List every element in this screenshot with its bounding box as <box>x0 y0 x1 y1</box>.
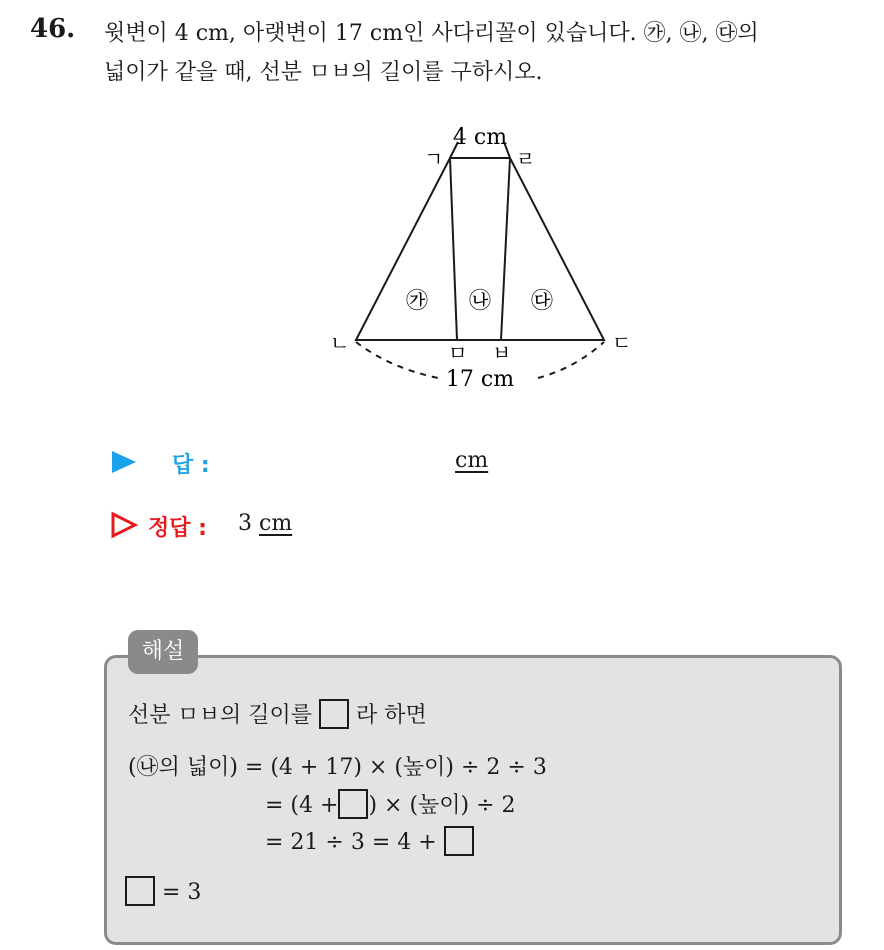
explanation-line-5 <box>125 876 201 906</box>
correct-answer-unit: cm <box>259 511 293 536</box>
correct-answer-number: 3 <box>238 511 252 536</box>
explanation-line-4-text-a: = 21 ÷ 3 = 4 + <box>265 830 437 855</box>
unknown-box <box>444 826 474 856</box>
region-label-2: ㉯ <box>468 289 492 314</box>
vertex-label-a: ㄱ <box>424 147 444 171</box>
explanation-line-1-text-a: 선분 ㅁㅂ의 길이를 <box>128 703 313 728</box>
unknown-box <box>319 699 349 729</box>
explanation-line-5-text: = 3 <box>162 880 202 905</box>
explanation-tab: 해설 <box>128 630 198 674</box>
unknown-box <box>125 876 155 906</box>
explanation-line-1 <box>128 698 427 729</box>
unknown-box <box>338 789 368 819</box>
vertex-label-b: ㄴ <box>330 331 350 355</box>
point-label-e: ㅁ <box>448 341 468 365</box>
vertex-label-c: ㄷ <box>612 331 632 355</box>
point-label-f: ㅂ <box>492 341 512 365</box>
question-number: 46. <box>30 14 76 44</box>
explanation-line-4 <box>265 826 474 856</box>
top-length-label: 4 cm <box>452 125 508 150</box>
explanation-line-3-text-a: = (4 + <box>265 793 339 818</box>
question-text-line-2: 넓이가 같을 때, 선분 ㅁㅂ의 길이를 구하시오. <box>104 60 543 85</box>
region-label-1: ㉮ <box>405 289 429 314</box>
bottom-length-label: 17 cm <box>445 367 515 392</box>
question-text-line-1: 윗변이 4 cm, 아랫변이 17 cm인 사다리꼴이 있습니다. ㉮, ㉯, ㉰의 <box>104 21 759 46</box>
region-label-3: ㉰ <box>530 289 554 314</box>
vertex-label-d: ㄹ <box>516 147 536 171</box>
segment-a-e <box>450 158 457 340</box>
answer-marker-icon <box>110 448 138 476</box>
explanation-line-2: (㉯의 넓이) = (4 + 17) × (높이) ÷ 2 ÷ 3 <box>128 755 547 780</box>
answer-unit: cm <box>455 448 489 473</box>
correct-answer-label: 정답 : <box>148 516 207 541</box>
correct-marker-icon <box>110 511 138 539</box>
correct-answer-value <box>238 511 292 536</box>
explanation-line-3-text-b: ) × (높이) ÷ 2 <box>368 793 516 818</box>
segment-d-f <box>501 158 510 340</box>
explanation-line-3 <box>265 788 516 819</box>
explanation-line-1-text-b: 라 하면 <box>356 703 427 728</box>
trapezoid-diagram <box>320 118 640 398</box>
answer-label: 답 : <box>172 453 210 478</box>
